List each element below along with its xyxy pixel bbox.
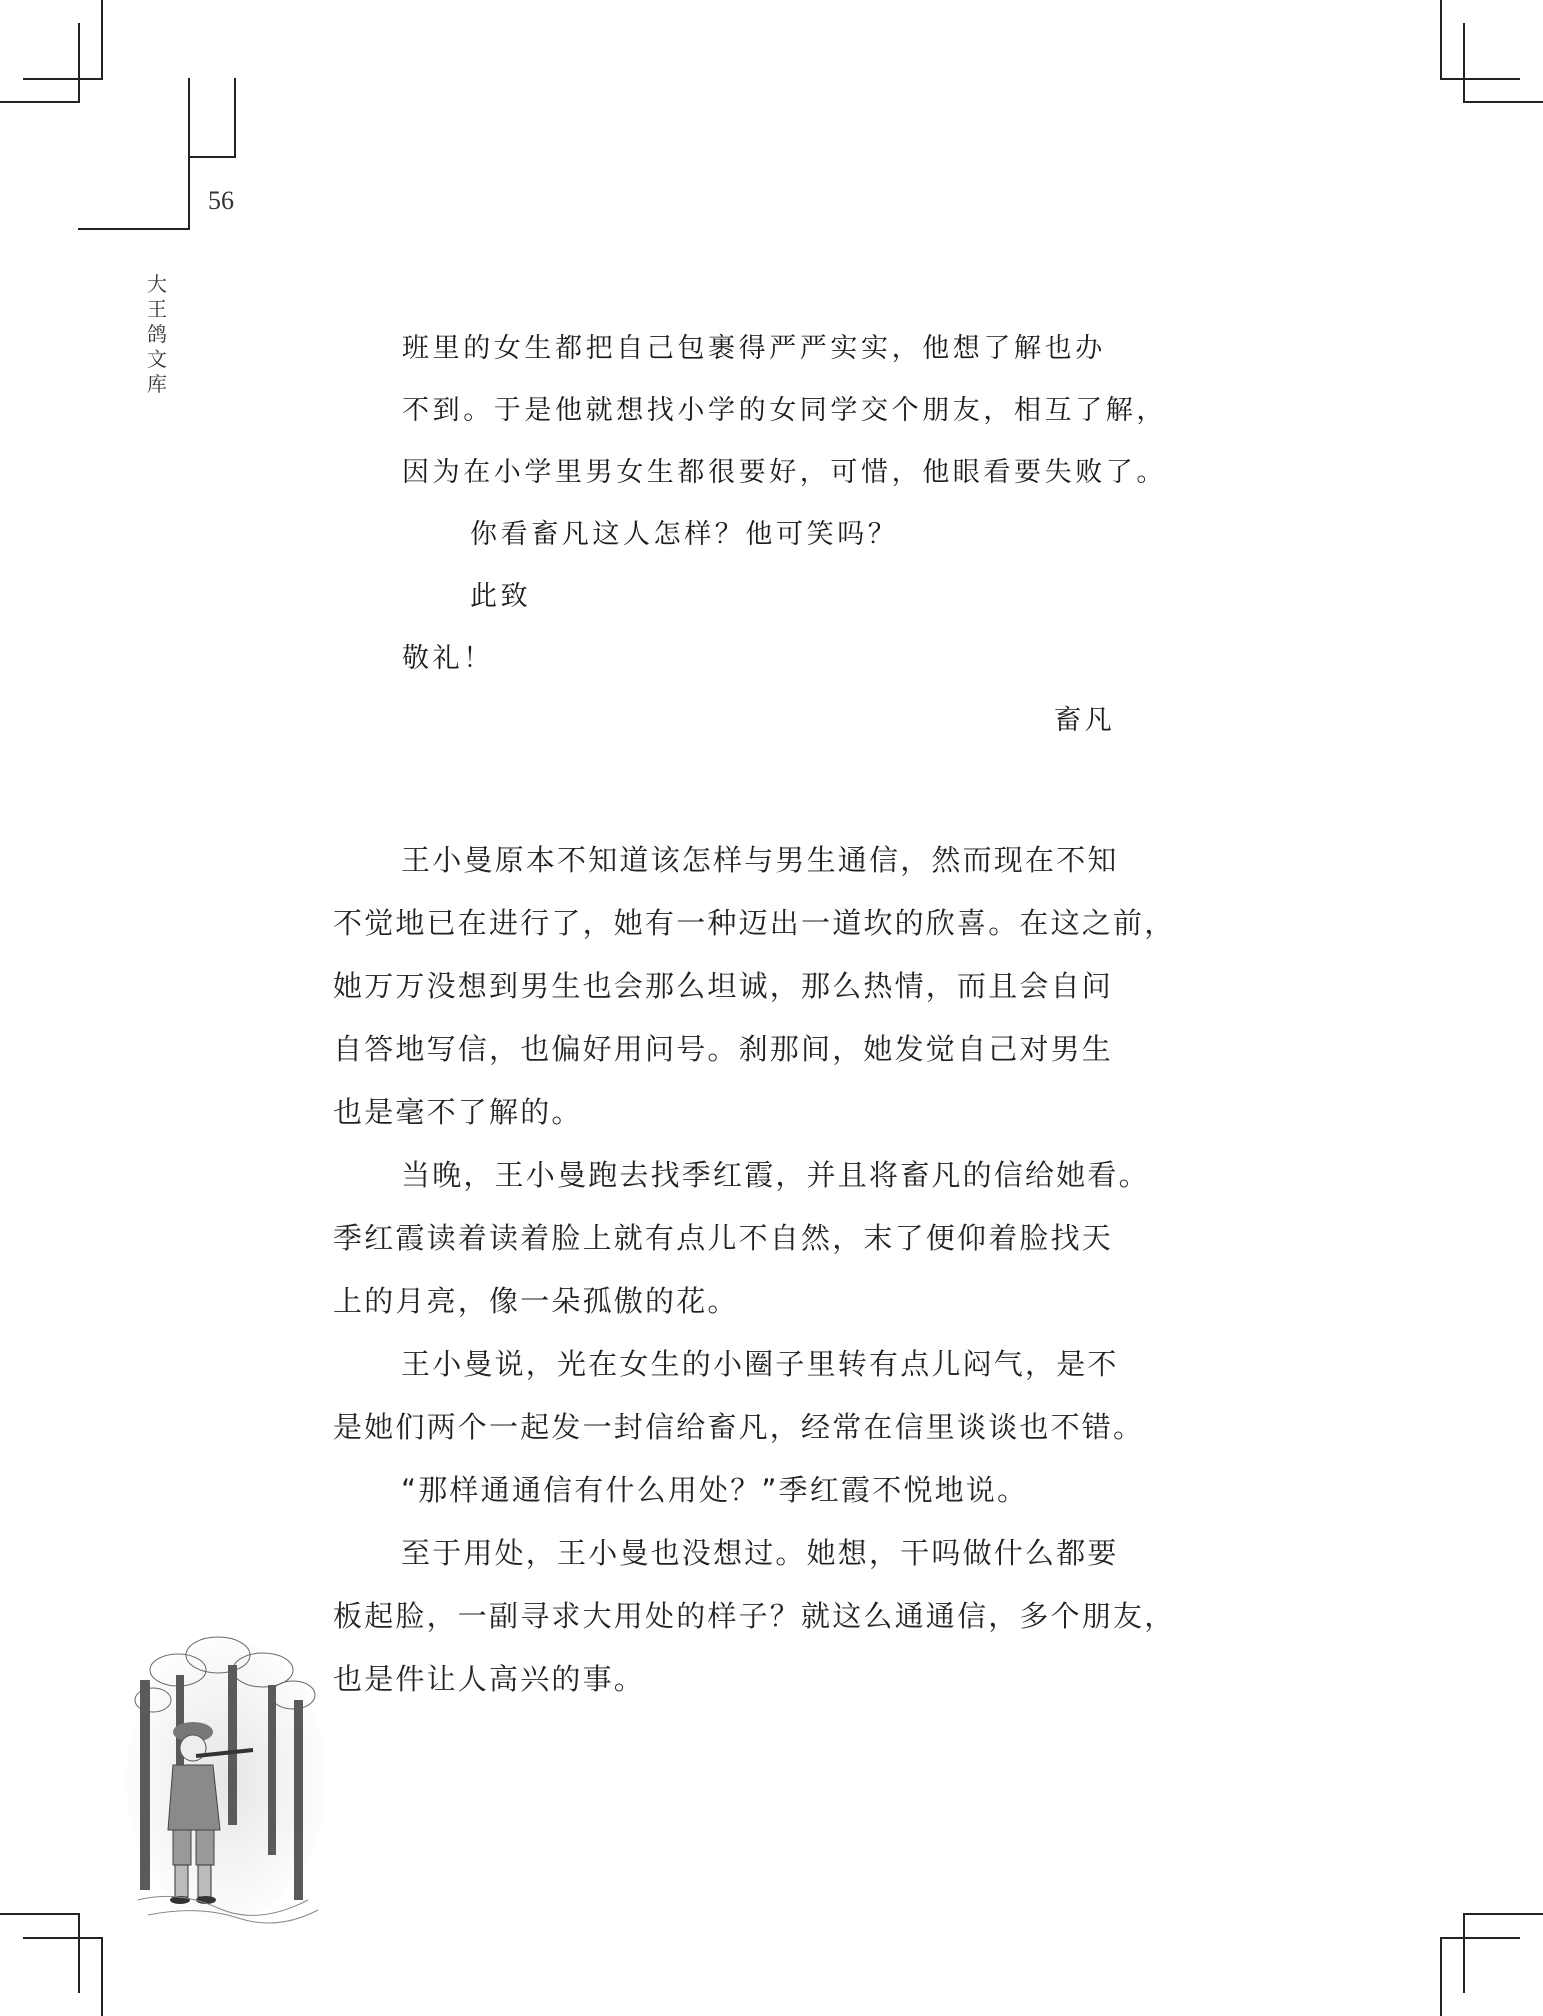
crop-mark	[1440, 1937, 1520, 1939]
crop-mark	[0, 101, 79, 103]
paragraph-line: 板起脸，一副寻求大用处的样子？就这么通通信，多个朋友，	[333, 1599, 1176, 1633]
crop-mark	[1440, 78, 1520, 80]
letter-line: 班里的女生都把自己包裹得严严实实，他想了解也办	[402, 333, 1106, 364]
crop-mark	[0, 1913, 79, 1915]
paragraph-line: 自答地写信，也偏好用问号。刹那间，她发觉自己对男生	[333, 1032, 1114, 1066]
crop-mark	[1463, 1913, 1543, 1915]
crop-mark	[23, 78, 103, 80]
paragraph-line: 是她们两个一起发一封信给畜凡，经常在信里谈谈也不错。	[333, 1410, 1145, 1444]
crop-mark	[78, 1913, 80, 1993]
paragraph-line: 王小曼原本不知道该怎样与男生通信，然而现在不知	[401, 843, 1119, 877]
crop-mark	[1440, 1937, 1442, 2016]
series-title-char: 王	[147, 297, 167, 321]
paragraph-line: 不觉地已在进行了，她有一种迈出一道坎的欣喜。在这之前，	[333, 906, 1176, 940]
paragraph-line: 当晚，王小曼跑去找季红霞，并且将畜凡的信给她看。	[401, 1158, 1150, 1192]
series-title-char: 鸽	[147, 322, 167, 346]
crop-mark	[23, 1937, 103, 1939]
forest-flute-boy-illustration	[118, 1630, 333, 1930]
paragraph-line: 季红霞读着读着脸上就有点儿不自然，末了便仰着脸找天	[333, 1221, 1114, 1255]
letter-line: 因为在小学里男女生都很要好，可惜，他眼看要失败了。	[402, 457, 1167, 488]
paragraph-line: 至于用处，王小曼也没想过。她想，干吗做什么都要	[401, 1536, 1119, 1570]
header-frame-line	[78, 228, 190, 230]
crop-mark	[78, 23, 80, 103]
letter-line: 你看畜凡这人怎样？他可笑吗？	[470, 519, 899, 550]
paragraph-line: 王小曼说，光在女生的小圈子里转有点儿闷气，是不	[401, 1347, 1119, 1381]
letter-closing: 此致	[470, 581, 532, 612]
series-title-char: 文	[147, 347, 167, 371]
paragraph-line: 也是毫不了解的。	[333, 1095, 583, 1129]
paragraph-line: 她万万没想到男生也会那么坦诚，那么热情，而且会自问	[333, 969, 1114, 1003]
series-title	[145, 272, 169, 397]
crop-mark	[1463, 23, 1465, 103]
header-frame-line	[188, 156, 236, 158]
page-number: 56	[208, 186, 234, 215]
crop-mark	[1463, 101, 1543, 103]
letter-signature: 畜凡	[1054, 705, 1116, 736]
paragraph-line: 也是件让人高兴的事。	[333, 1662, 646, 1696]
paragraph-line: “那样通通信有什么用处？”季红霞不悦地说。	[401, 1473, 1029, 1507]
crop-mark	[1440, 0, 1442, 79]
crop-mark	[101, 1937, 103, 2016]
letter-salutation: 敬礼！	[402, 643, 494, 674]
series-title-char: 大	[147, 272, 167, 296]
header-frame-line	[234, 78, 236, 158]
crop-mark	[1463, 1913, 1465, 1993]
crop-mark	[101, 0, 103, 79]
paragraph-line: 上的月亮，像一朵孤傲的花。	[333, 1284, 739, 1318]
series-title-char: 库	[147, 372, 167, 396]
header-frame-line	[188, 78, 190, 229]
letter-line: 不到。于是他就想找小学的女同学交个朋友，相互了解，	[402, 395, 1167, 426]
